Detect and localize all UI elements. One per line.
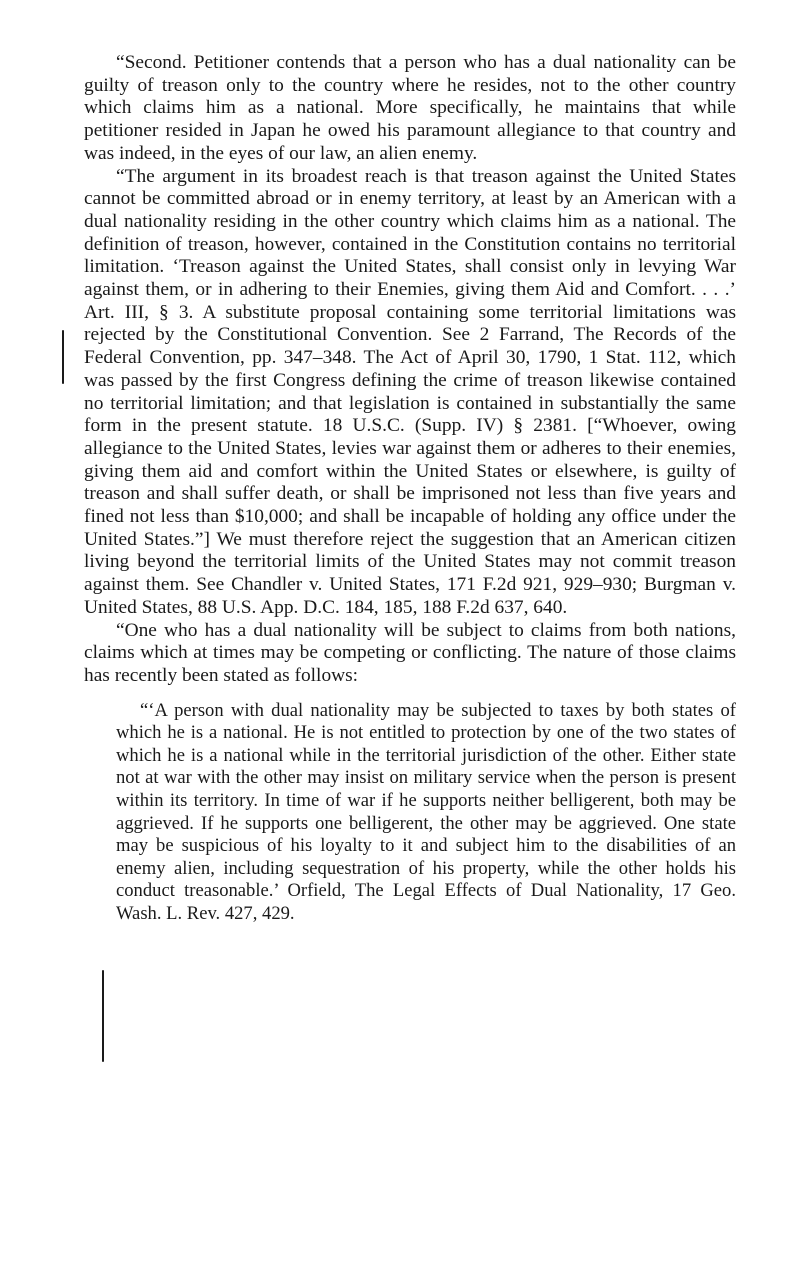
paragraph-dual-nationality: “One who has a dual nationality will be subject to claims from both nations, claims which at times may be competing or conflicting. The nature of those claims has recently been stated as follows: bbox=[84, 619, 736, 686]
margin-mark-1 bbox=[62, 330, 64, 384]
block-quote-orfield: “‘A person with dual nationality may be subjected to taxes by both states of which he is a national. He is not entitled to protection by one of the two states of which he is a national while in the territorial jurisdiction of the other. Either state not at war with the other may insist on military service when the person is present within its territory. In time of war if he supports neither belligerent, both may be aggrieved. If he supports one belligerent, the other may be aggrieved. One state may be suspicious of his loyalty to it and subject him to the disabilities of an enemy alien, including sequestration of his property, while the other holds his conduct treasonable.’ Orfield, The Legal Effects of Dual Nationality, 17 Geo. Wash. L. Rev. 427, 429. bbox=[116, 699, 736, 925]
text-column bbox=[84, 52, 736, 926]
margin-mark-2 bbox=[102, 970, 104, 1062]
paragraph-argument: “The argument in its broadest reach is that treason against the United States cannot be committed abroad or in enemy territory, at least by an American with a dual nationality residing in the other country which claims him as a national. The definition of treason, however, contained in the Constitution contains no territorial limitation. ‘Treason against the United States, shall consist only in levying War against them, or in adhering to their Enemies, giving them Aid and Comfort. . . .’ Art. III, § 3. A substitute proposal containing some territorial limitations was rejected by the Constitutional Convention. See 2 Farrand, The Records of the Federal Convention, pp. 347–348. The Act of April 30, 1790, 1 Stat. 112, which was passed by the first Congress defining the crime of treason likewise contained no territorial limitation; and that legislation is contained in substantially the same form in the present statute. 18 U.S.C. (Supp. IV) § 2381. [“Whoever, owing allegiance to the United States, levies war against them or adheres to their enemies, giving them aid and comfort within the United States or elsewhere, is guilty of treason and shall suffer death, or shall be imprisoned not less than five years and fined not less than $10,000; and shall be incapable of holding any office under the United States.”] We must therefore reject the suggestion that an American citizen living beyond the territorial limits of the United States may not commit treason against them. See Chandler v. United States, 171 F.2d 921, 929–930; Burgman v. United States, 88 U.S. App. D.C. 184, 185, 188 F.2d 637, 640. bbox=[84, 165, 736, 618]
paragraph-second-contention: “Second. Petitioner contends that a person who has a dual nationality can be guilty of treason only to the country where he resides, not to the other country which claims him as a national. More specifically, he maintains that while petitioner resided in Japan he owed his paramount allegiance to that country and was indeed, in the eyes of our law, an alien enemy. bbox=[84, 52, 736, 164]
